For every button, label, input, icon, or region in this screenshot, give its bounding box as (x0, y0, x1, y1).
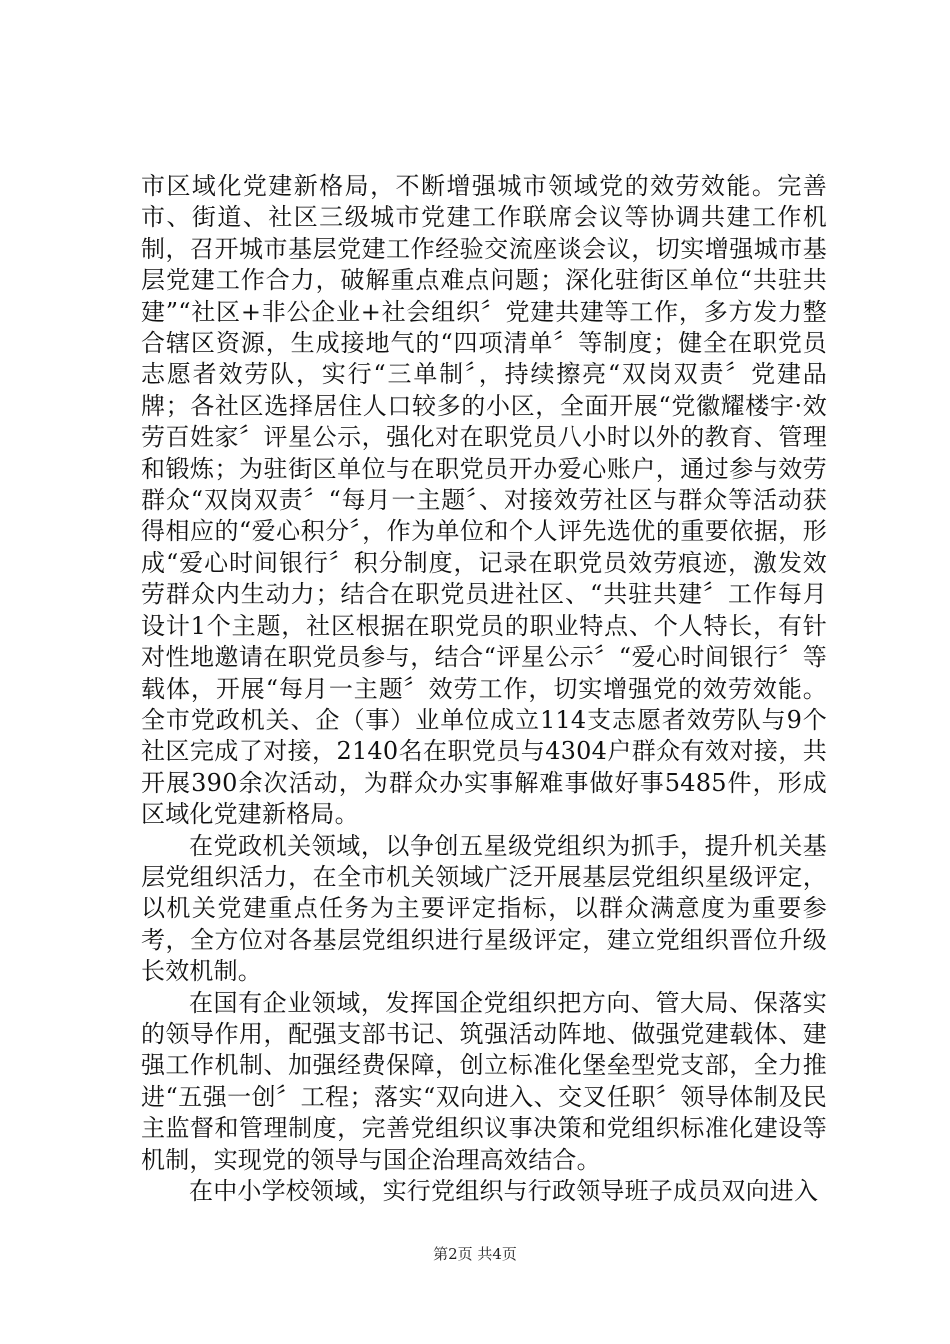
paragraph-state-enterprise: 在国有企业领域，发挥国企党组织把方向、管大局、保落实的领导作用，配强支部书记、筑强活动阵地、做强党建载体、建强工作机制、加强经费保障，创立标准化堡垒型党支部，全力推进“五强一创〞工程；落实“双向进入、交叉任职〞领导体制及民主监督和管理制度，完善党组织议事决策和党组织标准化建设等机制，实现党的领导与国企治理高效结合。 (141, 988, 827, 1174)
paragraph-schools: 在中小学校领域，实行党组织与行政领导班子成员双向进入 (189, 1177, 819, 1205)
paragraph-party-government: 在党政机关领域，以争创五星级党组织为抓手，提升机关基层党组织活力，在全市机关领域广泛开展基层党组织星级评定，以机关党建重点任务为主要评定指标，以群众满意度为重要参考，全方位对各基层党组织进行星级评定，建立党组织晋位升级长效机制。 (141, 831, 827, 986)
document-body (141, 171, 827, 1207)
paragraph-continuation: 市区域化党建新格局，不断增强城市领域党的效劳效能。完善市、街道、社区三级城市党建工作联席会议等协调共建工作机制，召开城市基层党建工作经验交流座谈会议，切实增强城市基层党建工作合力，破解重点难点问题；深化驻街区单位“共驻共建”“社区+非公企业+社会组织〞党建共建等工作，多方发力整合辖区资源，生成接地气的“四项清单〞等制度；健全在职党员志愿者效劳队，实行“三单制〞，持续擦亮“双岗双责〞党建品牌；各社区选择居住人口较多的小区，全面开展“党徽耀楼宇·效劳百姓家〞评星公示，强化对在职党员八小时以外的教育、管理和锻炼；为驻街区单位与在职党员开办爱心账户，通过参与效劳群众“双岗双责〞“每月一主题〞、对接效劳社区与群众等活动获得相应的“爱心积分〞，作为单位和个人评先选优的重要依据，形成“爱心时间银行〞积分制度，记录在职党员效劳痕迹，激发效劳群众内生动力；结合在职党员进社区、“共驻共建〞工作每月设计1个主题，社区根据在职党员的职业特点、个人特长，有针对性地邀请在职党员参与，结合“评星公示〞“爱心时间银行〞等载体，开展“每月一主题〞效劳工作，切实增强党的效劳效能。全市党政机关、企（事）业单位成立114支志愿者效劳队与9个社区完成了对接，2140名在职党员与4304户群众有效对接，共开展390余次活动，为群众办实事解难事做好事5485件，形成区域化党建新格局。 (141, 172, 827, 829)
page-footer: 第2页 共4页 (433, 1245, 517, 1263)
